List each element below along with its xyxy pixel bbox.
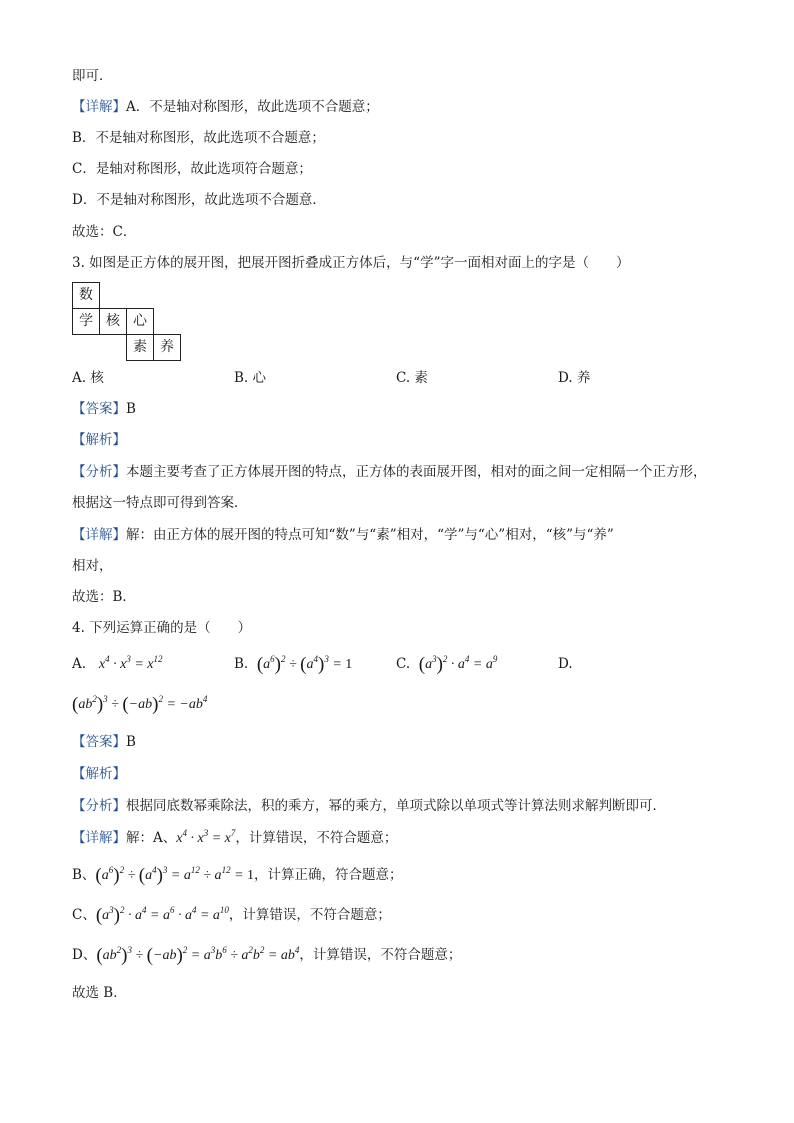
formula: $x^4 \cdot x^3 = x^{12}$	[98, 654, 163, 672]
detail-line	[72, 829, 397, 848]
net-cell: 学	[72, 308, 100, 335]
cube-net-figure	[72, 282, 180, 360]
analysis-line: 根据这一特点即可得到答案．	[72, 495, 248, 511]
formula: $(ab^2)^3 \div (-ab)^2 = -ab^4$	[72, 694, 208, 715]
detail-text: D、	[72, 947, 97, 963]
option-b	[234, 655, 352, 674]
option-label: A.	[72, 656, 87, 672]
option-a	[72, 655, 163, 674]
formula: $(a^3)^2 \cdot a^4 = a^9$	[418, 654, 498, 675]
text-line: 即可．	[72, 68, 113, 84]
detail-text: ，计算正确，符合题意；	[254, 867, 403, 883]
detail-tag: 【详解】	[72, 830, 126, 846]
fenxi-text: 本题主要考查了正方体展开图的特点，正方体的表面展开图，相对的面之间一定相隔一个正方形，	[126, 464, 707, 480]
formula: $(a^3)^2 \cdot a^4 = a^6 \cdot a^4 = a^{10}$	[95, 905, 229, 926]
net-cell: 素	[126, 334, 154, 361]
net-cell: 数	[72, 282, 100, 309]
option-c: C. 素	[396, 370, 428, 386]
option-label: B.	[234, 656, 249, 672]
net-cell: 养	[153, 334, 181, 361]
analysis-tag: 【解析】	[72, 432, 126, 448]
option-d: D. 养	[558, 370, 591, 386]
text-line: D．不是轴对称图形，故此选项不合题意．	[72, 192, 326, 208]
fenxi-text: 根据同底数幂乘除法，积的乘方，幂的乘方，单项式除以单项式等计算法则求解判断即可．	[126, 798, 666, 814]
option-b: B. 心	[234, 370, 267, 386]
conclusion-line: 故选 B．	[72, 985, 127, 1001]
formula: $(a^6)^2 \div (a^4)^3 = 1$	[256, 654, 353, 675]
option-d: D.	[558, 656, 573, 672]
detail-text: 解：A、	[126, 830, 177, 846]
formula: $x^4 \cdot x^3 = x^7$	[176, 828, 236, 846]
detail-text: ，计算错误，不符合题意；	[235, 830, 398, 846]
detail-line: 相对，	[72, 558, 113, 574]
analysis-tag: 【解析】	[72, 766, 126, 782]
answer-line	[72, 400, 136, 418]
detail-line	[72, 526, 614, 544]
formula: $(ab^2)^3 \div (-ab)^2 = a^3b^6 \div a^2b^2 = ab^4$	[96, 945, 300, 966]
formula: $(a^6)^2 \div (a^4)^3 = a^{12} \div a^{12} = 1$	[95, 865, 255, 886]
answer-value: B	[126, 401, 136, 417]
net-cell: 心	[126, 308, 154, 335]
answer-value: B	[126, 734, 136, 750]
detail-line	[72, 906, 391, 925]
text-line: C．是轴对称图形，故此选项符合题意；	[72, 161, 312, 177]
fenxi-tag: 【分析】	[72, 798, 126, 814]
question-4-stem: 4. 下列运算正确的是（ ）	[72, 620, 252, 636]
text-line: B．不是轴对称图形，故此选项不合题意；	[72, 130, 325, 146]
option-d-formula	[72, 695, 207, 714]
net-cell: 核	[99, 308, 127, 335]
question-3-stem: 3. 如图是正方体的展开图，把展开图折叠成正方体后，与“学”字一面相对面上的字是（ ）	[72, 255, 630, 271]
detail-text: ，计算错误，不符合题意；	[299, 947, 462, 963]
option-c	[396, 655, 497, 674]
option-a: A. 核	[72, 370, 104, 386]
answer-line	[72, 733, 136, 751]
detail-text: 解：由正方体的展开图的特点可知“数”与“素”相对，“学”与“心”相对，“核”与“养”	[126, 527, 614, 543]
conclusion-line: 故选：B．	[72, 589, 136, 605]
detail-text: A．不是轴对称图形，故此选项不合题意；	[126, 99, 379, 115]
answer-tag: 【答案】	[72, 734, 126, 750]
detail-tag: 【详解】	[72, 99, 126, 115]
analysis-line	[72, 463, 707, 481]
analysis-line	[72, 797, 666, 815]
text-line	[72, 98, 379, 116]
fenxi-tag: 【分析】	[72, 464, 126, 480]
answer-tag: 【答案】	[72, 401, 126, 417]
detail-text: ，计算错误，不符合题意；	[228, 907, 391, 923]
detail-line	[72, 866, 403, 885]
detail-tag: 【详解】	[72, 527, 126, 543]
option-label: C.	[396, 656, 411, 672]
detail-text: B、	[72, 867, 96, 883]
detail-text: C、	[72, 907, 96, 923]
text-line: 故选：C．	[72, 224, 137, 240]
detail-line	[72, 946, 461, 965]
